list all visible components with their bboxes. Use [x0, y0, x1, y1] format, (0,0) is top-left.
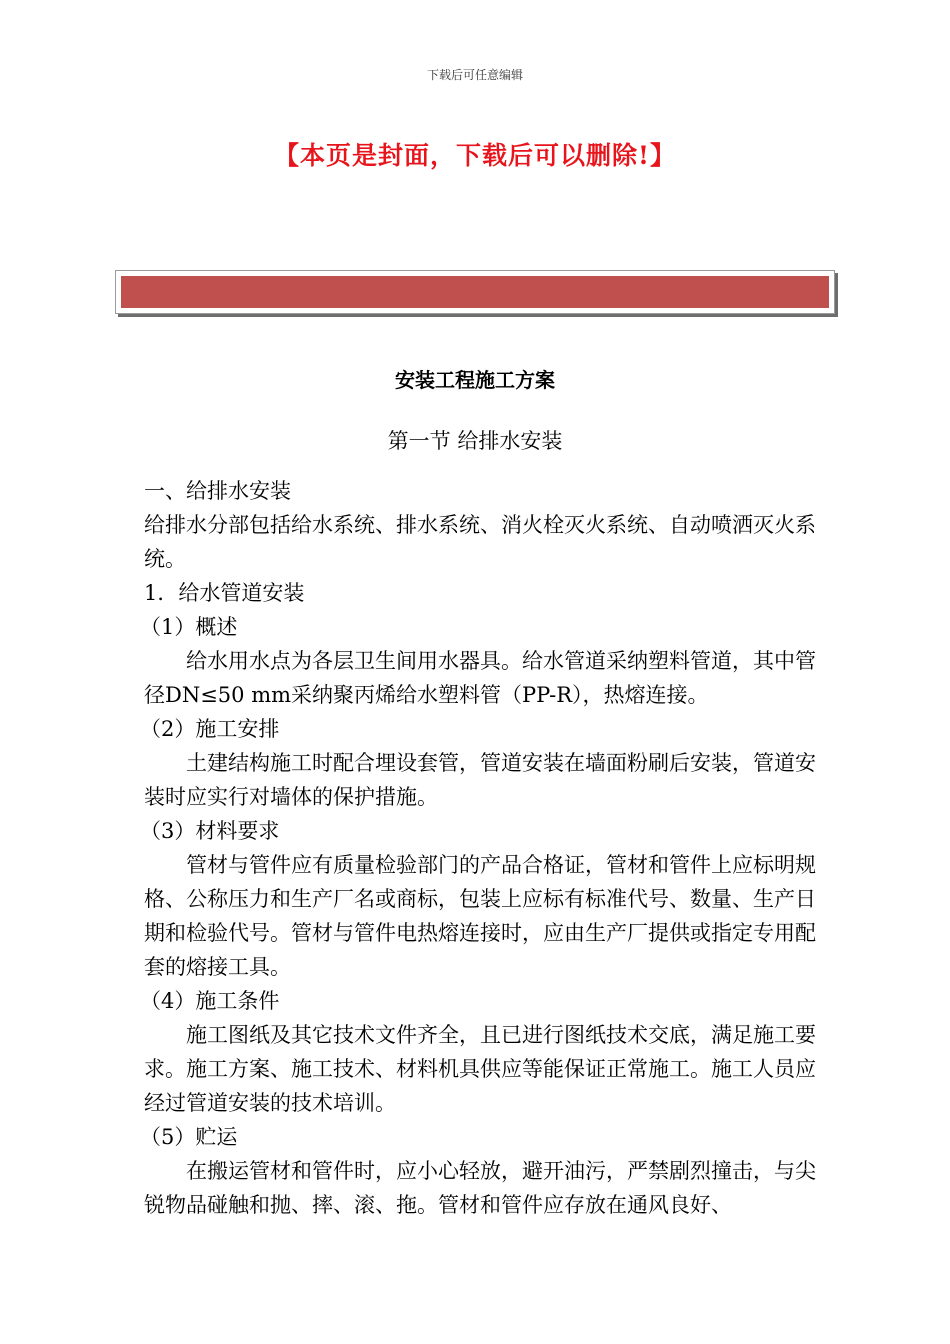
banner-fill	[121, 276, 829, 308]
document-body	[140, 474, 824, 1222]
item-heading: （1）概述	[140, 615, 238, 639]
item-body: 给水用水点为各层卫生间用水器具。给水管道采纳塑料管道，其中管径DN≤50 mm采纳聚丙烯给水塑料管（PP-R），热熔连接。	[144, 649, 816, 707]
intro-paragraph: 给排水分部包括给水系统、排水系统、消火栓灭火系统、自动喷洒灭火系统。	[144, 513, 816, 571]
item-heading: （3）材料要求	[140, 819, 280, 843]
item-body: 在搬运管材和管件时，应小心轻放，避开油污，严禁剧烈撞击，与尖锐物品碰触和抛、摔、滚、拖。管材和管件应存放在通风良好、	[144, 1159, 816, 1217]
heading-water-supply-drainage: 一、给排水安装	[144, 479, 291, 503]
item-body: 管材与管件应有质量检验部门的产品合格证，管材和管件上应标明规格、公称压力和生产厂名或商标，包装上应标有标准代号、数量、生产日期和检验代号。管材与管件电热熔连接时，应由生产厂提供或指定专用配套的熔接工具。	[144, 853, 816, 979]
item-heading: （5）贮运	[140, 1125, 238, 1149]
header-note: 下载后可任意编辑	[426, 68, 523, 82]
cover-notice: 【本页是封面，下载后可以删除!】	[274, 141, 676, 170]
decorative-banner	[115, 270, 835, 314]
item-body: 土建结构施工时配合埋设套管，管道安装在墙面粉刷后安装，管道安装时应实行对墙体的保护措施。	[144, 751, 816, 809]
document-title: 安装工程施工方案	[395, 368, 555, 392]
item-heading: （4）施工条件	[140, 989, 280, 1013]
item-body: 施工图纸及其它技术文件齐全，且已进行图纸技术交底，满足施工要求。施工方案、施工技术、材料机具供应等能保证正常施工。施工人员应经过管道安装的技术培训。	[144, 1023, 816, 1115]
sub-heading-water-pipe: 1．给水管道安装	[144, 581, 305, 605]
section-title: 第一节 给排水安装	[387, 429, 563, 453]
item-heading: （2）施工安排	[140, 717, 280, 741]
